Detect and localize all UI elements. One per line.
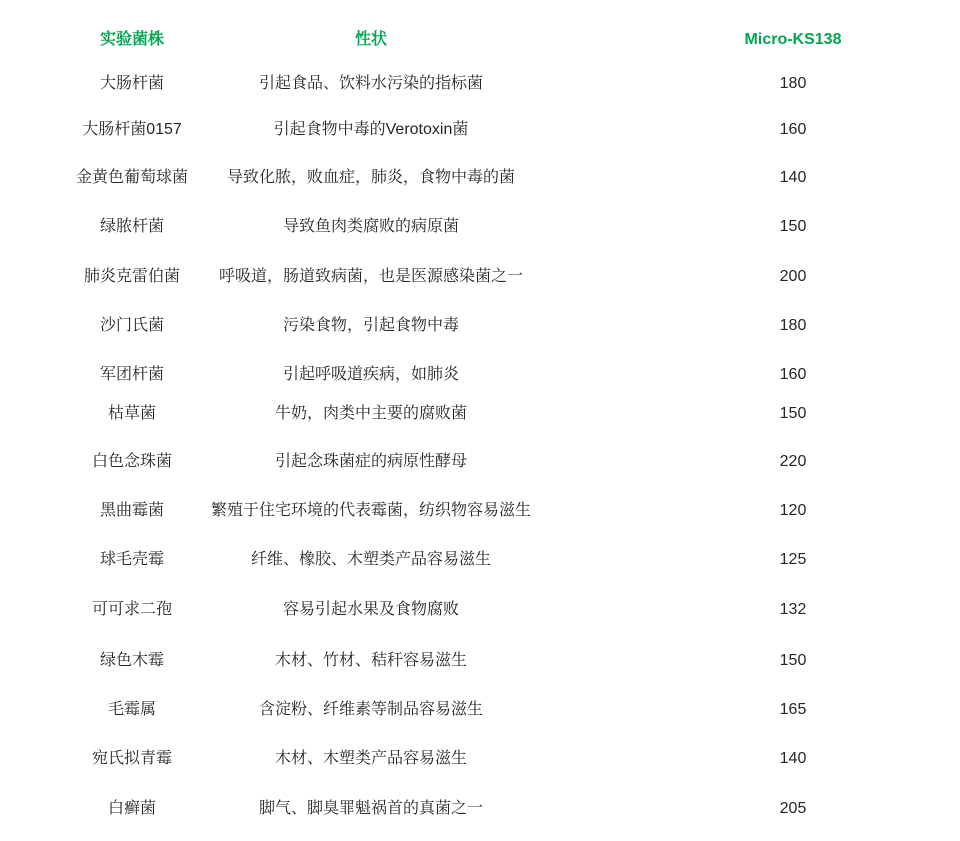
value-cell: 205 xyxy=(779,800,807,817)
strain-cell: 可可求二孢 xyxy=(91,601,173,618)
strain-cell: 毛霉属 xyxy=(107,701,157,718)
strain-cell: 白色念珠菌 xyxy=(91,453,173,470)
trait-cell: 引起食品、饮料水污染的指标菌 xyxy=(258,75,484,92)
value-cell: 132 xyxy=(779,601,807,618)
value-cell: 150 xyxy=(779,218,807,235)
value-cell: 150 xyxy=(779,405,807,422)
strain-cell: 金黄色葡萄球菌 xyxy=(75,169,189,186)
strain-cell: 枯草菌 xyxy=(107,405,157,422)
trait-cell: 牛奶，肉类中主要的腐败菌 xyxy=(274,405,468,422)
strain-cell: 黑曲霉菌 xyxy=(99,502,165,519)
table-row xyxy=(0,649,960,673)
strain-cell: 大肠杆菌 xyxy=(99,75,165,92)
table-row xyxy=(0,215,960,239)
value-cell: 120 xyxy=(779,502,807,519)
trait-cell: 引起念珠菌症的病原性酵母 xyxy=(274,453,468,470)
trait-cell: 容易引起水果及食物腐败 xyxy=(282,601,460,618)
table-row xyxy=(0,363,960,387)
column-header-trait: 性状 xyxy=(354,31,388,48)
value-cell: 180 xyxy=(779,75,807,92)
trait-cell: 木材、竹材、秸秆容易滋生 xyxy=(274,652,468,669)
trait-cell: 导致鱼肉类腐败的病原菌 xyxy=(282,218,460,235)
value-cell: 220 xyxy=(779,453,807,470)
value-cell: 200 xyxy=(779,268,807,285)
strain-cell: 宛氏拟青霉 xyxy=(91,750,173,767)
trait-cell: 繁殖于住宅环境的代表霉菌，纺织物容易滋生 xyxy=(210,502,532,519)
table-row xyxy=(0,598,960,622)
value-cell: 160 xyxy=(779,366,807,383)
value-cell: 165 xyxy=(779,701,807,718)
table-row xyxy=(0,747,960,771)
table-row xyxy=(0,314,960,338)
trait-cell: 纤维、橡胶、木塑类产品容易滋生 xyxy=(250,551,492,568)
table-row xyxy=(0,548,960,572)
table-row xyxy=(0,797,960,821)
column-header-micro-ks138: Micro-KS138 xyxy=(744,31,842,48)
table-row xyxy=(0,166,960,190)
strain-cell: 军团杆菌 xyxy=(99,366,165,383)
strain-cell: 绿色木霉 xyxy=(99,652,165,669)
table-header-row xyxy=(0,28,960,52)
trait-cell: 木材、木塑类产品容易滋生 xyxy=(274,750,468,767)
table-row xyxy=(0,402,960,426)
table-row xyxy=(0,698,960,722)
value-cell: 180 xyxy=(779,317,807,334)
strain-cell: 白癣菌 xyxy=(107,800,157,817)
table-row xyxy=(0,499,960,523)
trait-cell: 导致化脓，败血症，肺炎，食物中毒的菌 xyxy=(226,169,516,186)
value-cell: 140 xyxy=(779,750,807,767)
value-cell: 140 xyxy=(779,169,807,186)
strain-cell: 球毛壳霉 xyxy=(99,551,165,568)
strain-cell: 肺炎克雷伯菌 xyxy=(83,268,181,285)
value-cell: 125 xyxy=(779,551,807,568)
value-cell: 160 xyxy=(779,121,807,138)
strain-cell: 沙门氏菌 xyxy=(99,317,165,334)
table-row xyxy=(0,72,960,96)
strain-cell: 大肠杆菌0157 xyxy=(82,121,182,138)
trait-cell: 引起呼吸道疾病，如肺炎 xyxy=(282,366,460,383)
trait-cell: 脚气、脚臭罪魁祸首的真菌之一 xyxy=(258,800,484,817)
trait-cell: 呼吸道，肠道致病菌，也是医源感染菌之一 xyxy=(218,268,524,285)
strain-cell: 绿脓杆菌 xyxy=(99,218,165,235)
table-row xyxy=(0,265,960,289)
trait-cell: 含淀粉、纤维素等制品容易滋生 xyxy=(258,701,484,718)
trait-cell: 引起食物中毒的Verotoxin菌 xyxy=(273,121,469,138)
table-row xyxy=(0,118,960,142)
trait-cell: 污染食物，引起食物中毒 xyxy=(282,317,460,334)
table-row xyxy=(0,450,960,474)
value-cell: 150 xyxy=(779,652,807,669)
column-header-strain: 实验菌株 xyxy=(99,31,165,48)
